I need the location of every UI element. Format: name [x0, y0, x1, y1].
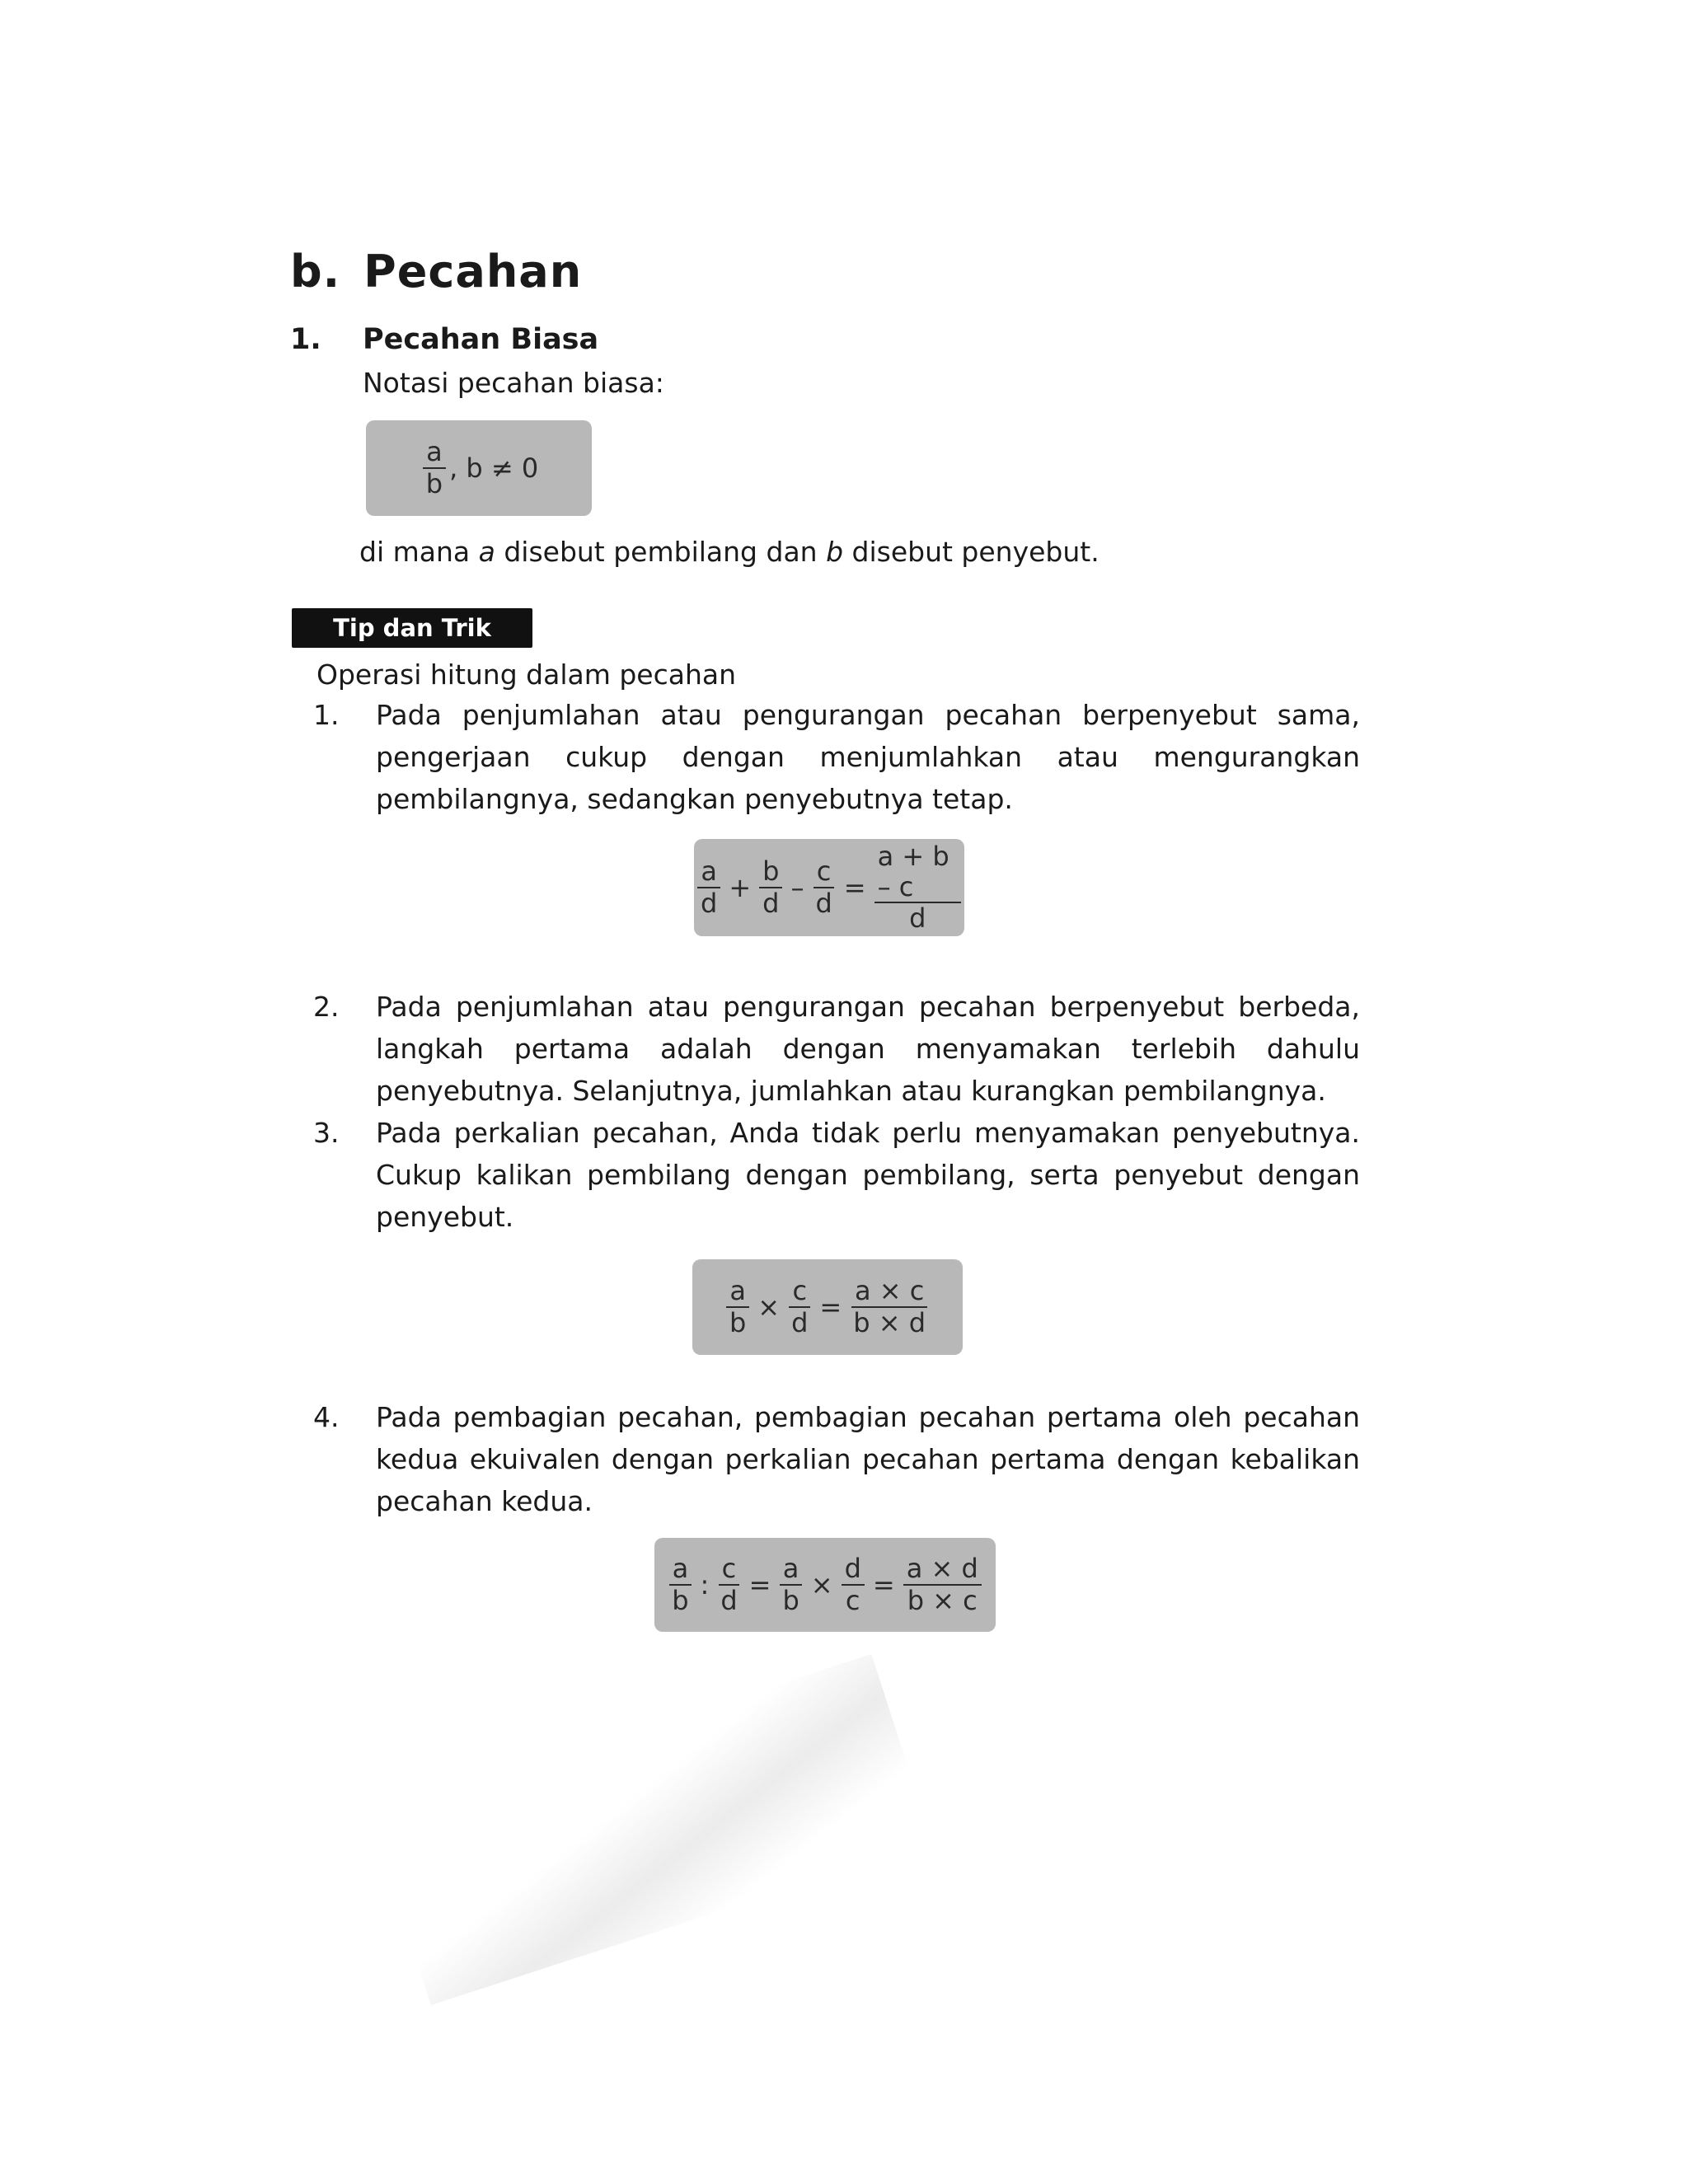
denominator: d [815, 888, 832, 919]
numerator: a × d [903, 1554, 982, 1586]
formula-multiplication [692, 1259, 963, 1355]
section-heading [290, 246, 582, 298]
fraction [850, 1276, 929, 1338]
fraction [668, 1554, 692, 1616]
section-letter: b. [290, 246, 341, 298]
denominator: b [672, 1585, 689, 1616]
item-text: Pada penjumlahan atau pengurangan pecahan berpenyebut sama, pengerjaan cukup dengan menjumlahkan atau mengurangkan pembilangnya, sedangkan penyebutnya tetap. [376, 699, 1360, 815]
item-number: 4. [313, 1401, 340, 1433]
item-text: Pada pembagian pecahan, pembagian pecahan pertama oleh pecahan kedua ekuivalen dengan perkalian pecahan pertama dengan kebalikan pecahan kedua. [376, 1401, 1360, 1517]
equals-sign: = [872, 1569, 895, 1601]
notation-description [359, 532, 1100, 573]
operator: × [757, 1291, 781, 1323]
denominator: b [782, 1585, 799, 1616]
var-a: a [478, 536, 495, 568]
text-fragment: disebut pembilang dan [495, 536, 827, 568]
fraction [903, 1554, 982, 1616]
fraction [717, 1554, 740, 1616]
text-fragment: di mana [359, 536, 479, 568]
denominator: d [720, 1585, 738, 1616]
operator: : [700, 1569, 710, 1601]
fraction [874, 841, 961, 934]
numerator: c [719, 1554, 740, 1586]
list-item [313, 986, 1360, 1112]
numerator: a + b – c [874, 841, 961, 904]
equals-sign: = [843, 872, 866, 903]
formula-addition [694, 839, 964, 936]
item-text: Pada perkalian pecahan, Anda tidak perlu menyamakan penyebutnya. Cukup kalikan pembilang dengan pembilang, serta penyebut dengan penyebut. [376, 1117, 1360, 1233]
fraction [759, 856, 782, 919]
item-text: Pada penjumlahan atau pengurangan pecahan berpenyebut berbeda, langkah pertama adalah dengan menyamakan terlebih dahulu penyebutnya. Selanjutnya, jumlahkan atau kurangkan pembilangnya. [376, 991, 1360, 1107]
numerator: b [759, 856, 782, 888]
denominator: b × c [907, 1585, 978, 1616]
equals-sign: = [819, 1291, 842, 1323]
subsection-heading [290, 323, 598, 356]
denominator: d [909, 902, 926, 935]
tip-badge: Tip dan Trik [292, 608, 532, 648]
section-title: Pecahan [363, 246, 583, 298]
denominator: b [729, 1307, 747, 1338]
var-b: b [826, 536, 844, 568]
fraction [697, 856, 720, 919]
subsection-number: 1. [290, 323, 321, 356]
notation-formula-box [366, 420, 592, 516]
numerator: a [669, 1554, 692, 1586]
denominator: c [845, 1585, 860, 1616]
scan-smudge [370, 1654, 933, 2005]
notation-intro: Notasi pecahan biasa: [363, 367, 664, 399]
operator: – [790, 872, 804, 903]
numerator: a [423, 437, 446, 469]
denominator: b [425, 468, 443, 499]
numerator: a × c [851, 1276, 927, 1308]
numerator: c [814, 856, 835, 888]
fraction [423, 437, 446, 499]
item-number: 3. [313, 1117, 340, 1149]
list-item [313, 1112, 1360, 1238]
fraction [726, 1276, 749, 1338]
list-item [313, 694, 1360, 820]
numerator: d [842, 1554, 865, 1586]
equals-sign: = [748, 1569, 771, 1601]
fraction [779, 1554, 802, 1616]
numerator: a [780, 1554, 803, 1586]
fraction [788, 1276, 811, 1338]
numerator: a [726, 1276, 749, 1308]
formula-division [654, 1538, 996, 1632]
numerator: c [789, 1276, 810, 1308]
numerator: a [697, 856, 720, 888]
fraction [842, 1554, 865, 1616]
list-item [313, 1396, 1360, 1522]
operator: + [729, 872, 752, 903]
denominator: d [791, 1307, 809, 1338]
condition: , b ≠ 0 [449, 452, 539, 484]
operator: × [810, 1569, 833, 1601]
tip-intro: Operasi hitung dalam pecahan [316, 658, 737, 691]
fraction [812, 856, 835, 919]
text-fragment: disebut penyebut. [843, 536, 1100, 568]
item-number: 2. [313, 991, 340, 1023]
item-number: 1. [313, 699, 340, 731]
subsection-title: Pecahan Biasa [363, 323, 599, 356]
denominator: d [762, 888, 780, 919]
denominator: d [701, 888, 718, 919]
denominator: b × d [853, 1307, 926, 1338]
